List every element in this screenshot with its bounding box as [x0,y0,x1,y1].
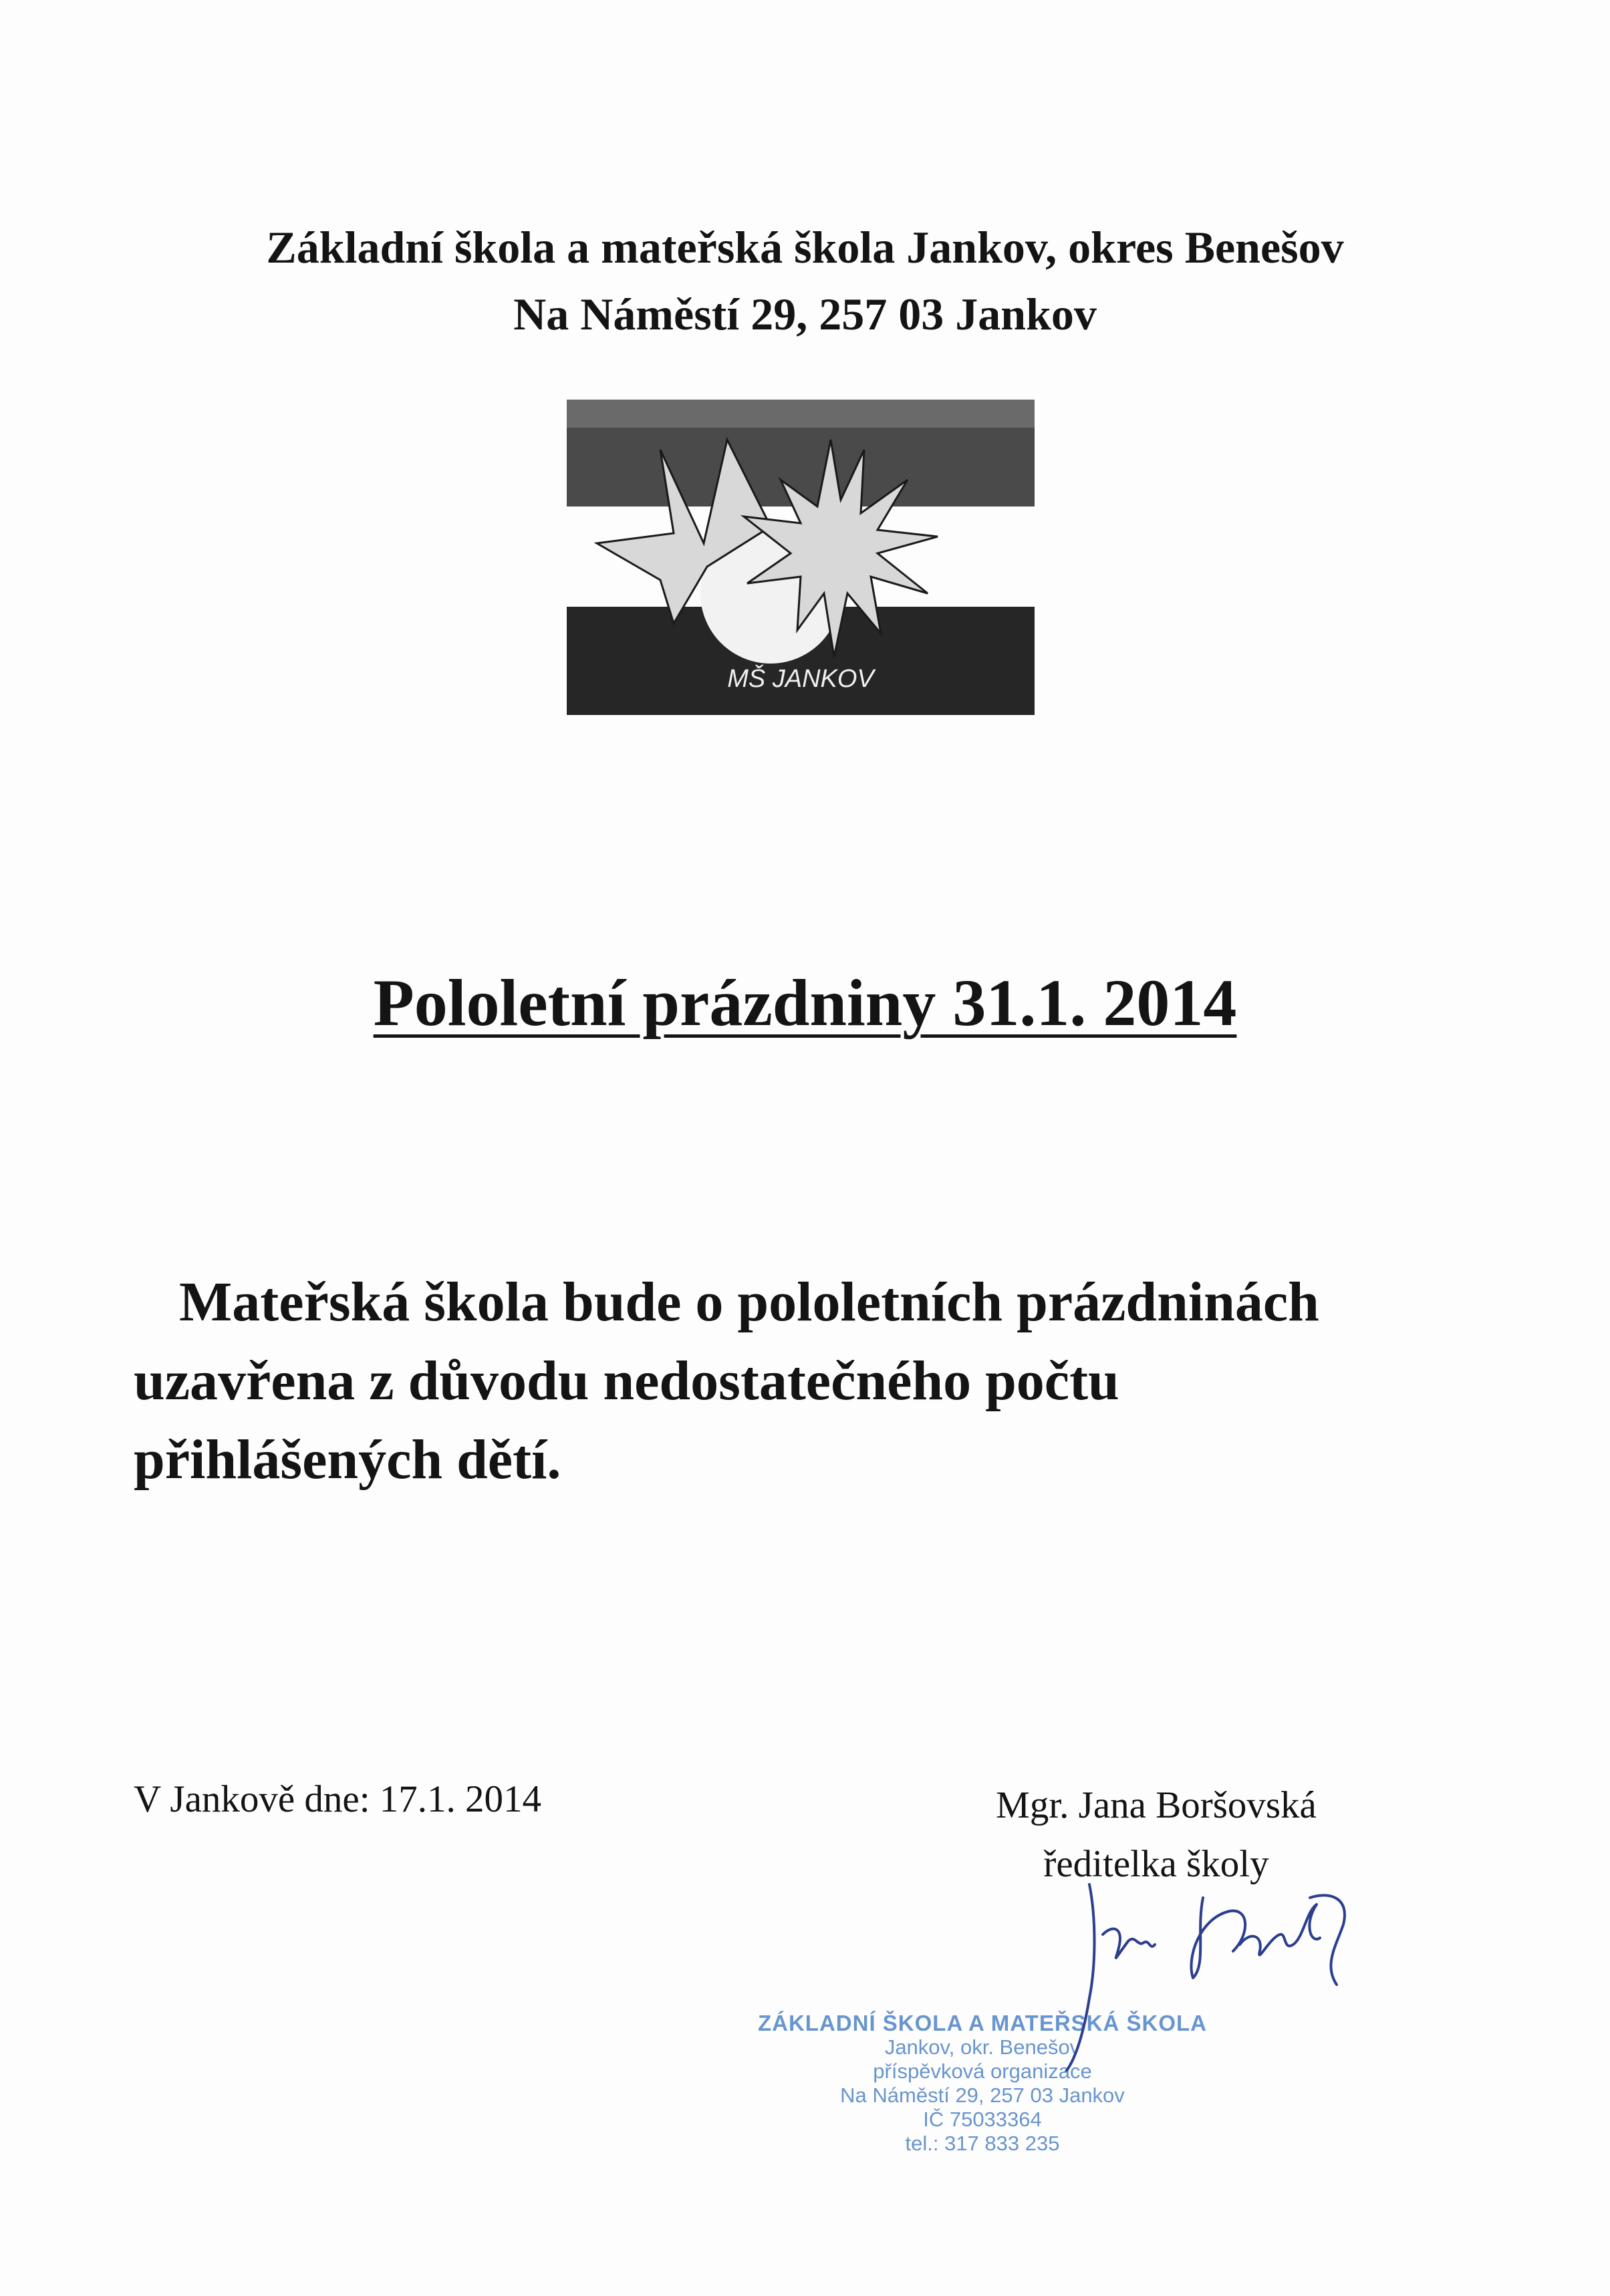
signature-stroke [1240,1904,1320,1955]
logo-top-band-light [567,400,1035,428]
signature-stroke [1103,1929,1155,1958]
stamp-line: Na Náměstí 29, 257 03 Jankov [840,2084,1125,2107]
stamp-line: tel.: 317 833 235 [905,2132,1060,2155]
signer-role: ředitelka školy [1043,1843,1269,1885]
notice-title: Pololetní prázdniny 31.1. 2014 [373,966,1237,1040]
school-address: Na Náměstí 29, 257 03 Jankov [513,289,1097,339]
signature-stroke [1191,1898,1245,1978]
notice-body [134,1263,1504,1499]
date-line: V Jankově dne: 17.1. 2014 [134,1778,542,1820]
stamp-line: Jankov, okr. Benešov [884,2035,1081,2059]
school-name: Základní škola a mateřská škola Jankov, okres Benešov [266,222,1344,273]
school-logo [567,400,1035,715]
handwritten-signature [1049,1871,1397,2071]
logo-graphic [567,400,1035,715]
stamp-line: ZÁKLADNÍ ŠKOLA A MATEŘSKÁ ŠKOLA [757,2011,1208,2035]
notice-body-line: Mateřská škola bude o pololetních prázdninách [179,1271,1319,1333]
signer-name: Mgr. Jana Boršovská [996,1784,1317,1826]
notice-body-line: přihlášených dětí. [134,1429,561,1491]
notice-body-line: uzavřena z důvodu nedostatečného počtu [134,1350,1119,1412]
signature-stroke [1066,1884,1095,2071]
logo-label: MŠ JANKOV [727,665,874,693]
school-header [0,214,1610,347]
stamp-line: IČ 75033364 [923,2108,1042,2131]
stamp-line: příspěvková organizace [873,2059,1092,2083]
